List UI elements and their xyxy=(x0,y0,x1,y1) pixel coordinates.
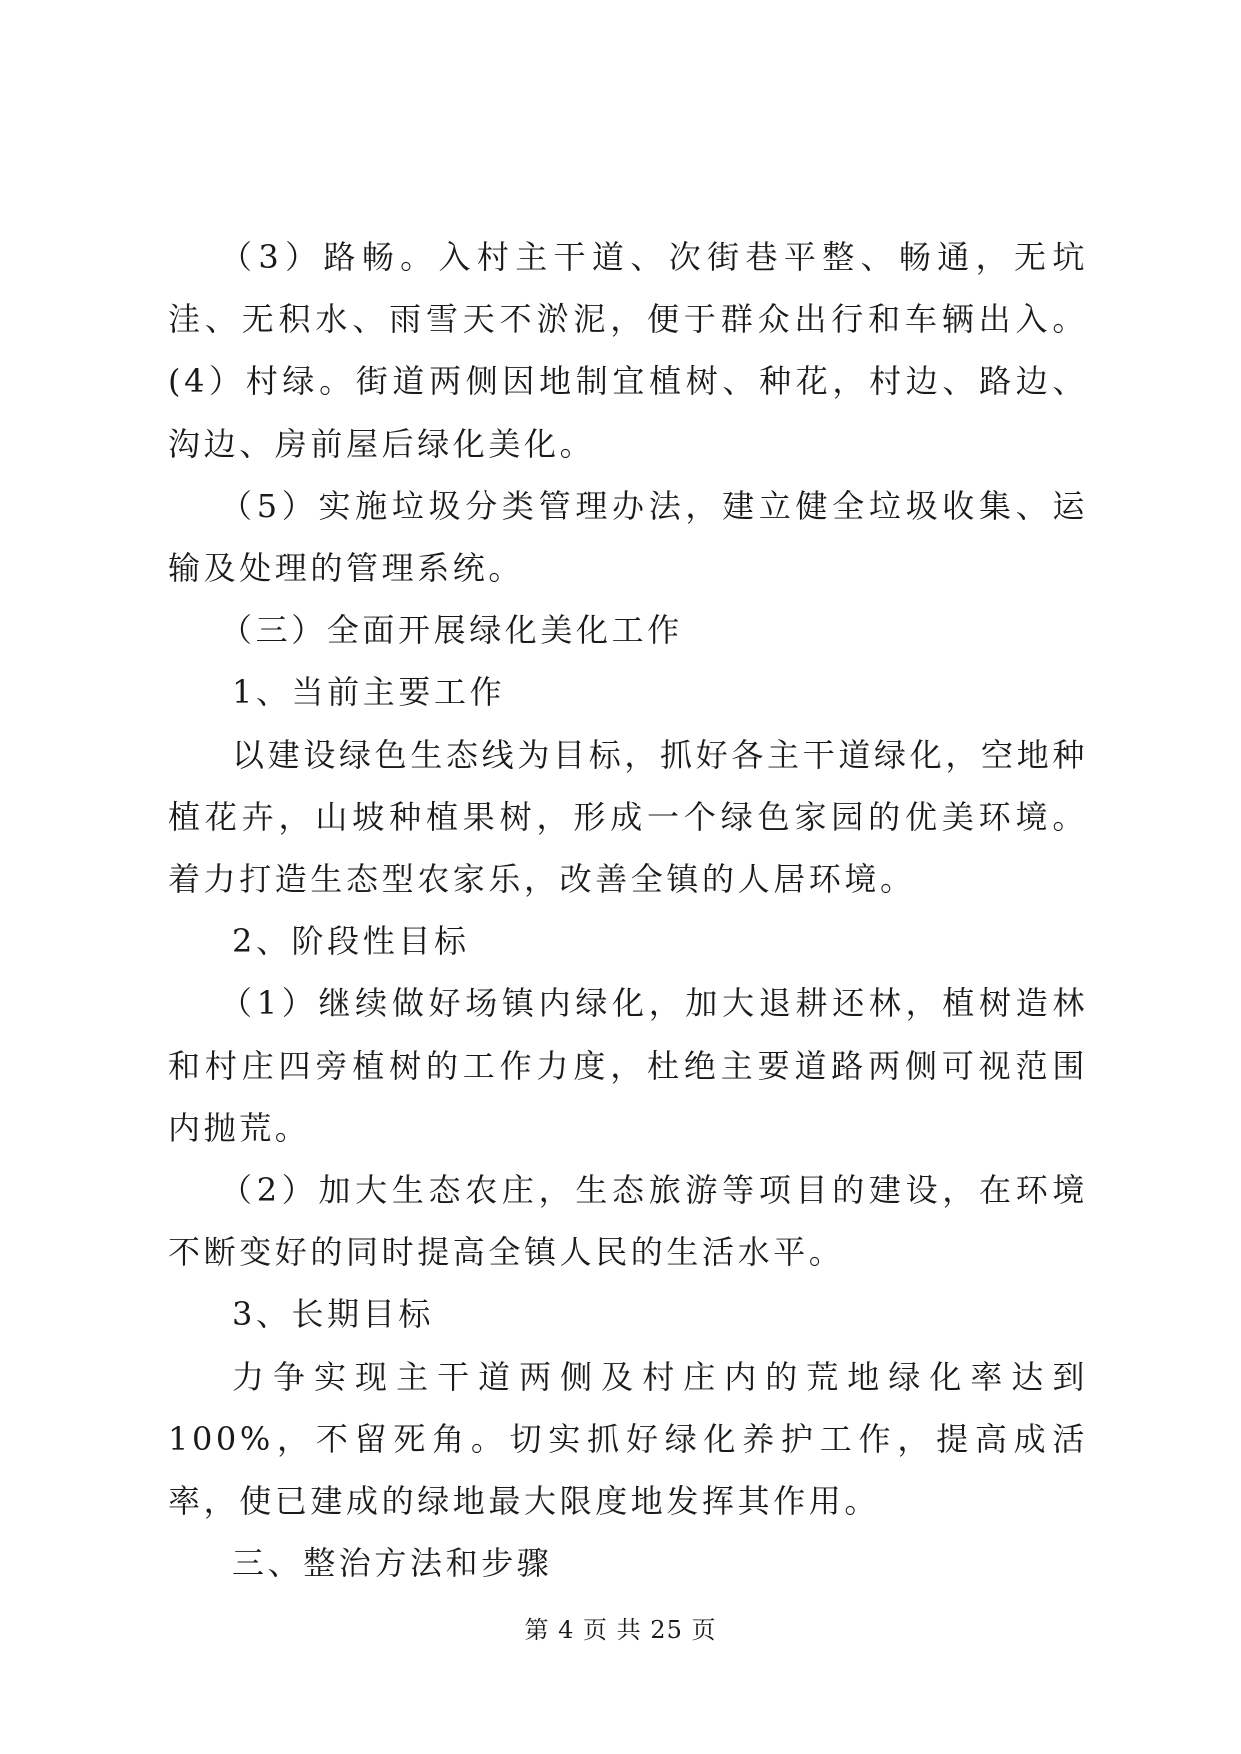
paragraph-current-work: 以建设绿色生态线为目标，抓好各主干道绿化，空地种植花卉，山坡种植果树，形成一个绿色家园的优美环境。着力打造生态型农家乐，改善全镇的人居环境。 xyxy=(168,735,1088,899)
section-heading-greening: （三）全面开展绿化美化工作 xyxy=(220,611,683,650)
section-heading-methods: 三、整治方法和步骤 xyxy=(232,1544,553,1583)
paragraph-phase-goal-2: （2）加大生态农庄，生态旅游等项目的建设，在环境不断变好的同时提高全镇人民的生活水平。 xyxy=(168,1171,1088,1272)
paragraph-garbage-management: （5）实施垃圾分类管理办法，建立健全垃圾收集、运输及处理的管理系统。 xyxy=(168,486,1088,588)
subheading-long-term-goals: 3、长期目标 xyxy=(232,1295,434,1334)
subheading-phase-goals: 2、阶段性目标 xyxy=(232,922,470,961)
subheading-current-work: 1、当前主要工作 xyxy=(232,673,506,712)
paragraph-long-term-goals: 力争实现主干道两侧及村庄内的荒地绿化率达到100%，不留死角。切实抓好绿化养护工作，提高成活率，使已建成的绿地最大限度地发挥其作用。 xyxy=(168,1357,1088,1521)
body-text xyxy=(168,226,1088,1594)
paragraph-road-and-greening: （3）路畅。入村主干道、次街巷平整、畅通，无坑洼、无积水、雨雪天不淤泥，便于群众出行和车辆出入。(4）村绿。街道两侧因地制宜植树、种花，村边、路边、沟边、房前屋后绿化美化。 xyxy=(168,238,1088,463)
page-number-footer: 第 4 页 共 25 页 xyxy=(524,1616,717,1644)
paragraph-phase-goal-1: （1）继续做好场镇内绿化，加大退耕还林，植树造林和村庄四旁植树的工作力度，杜绝主要道路两侧可视范围内抛荒。 xyxy=(168,984,1088,1147)
